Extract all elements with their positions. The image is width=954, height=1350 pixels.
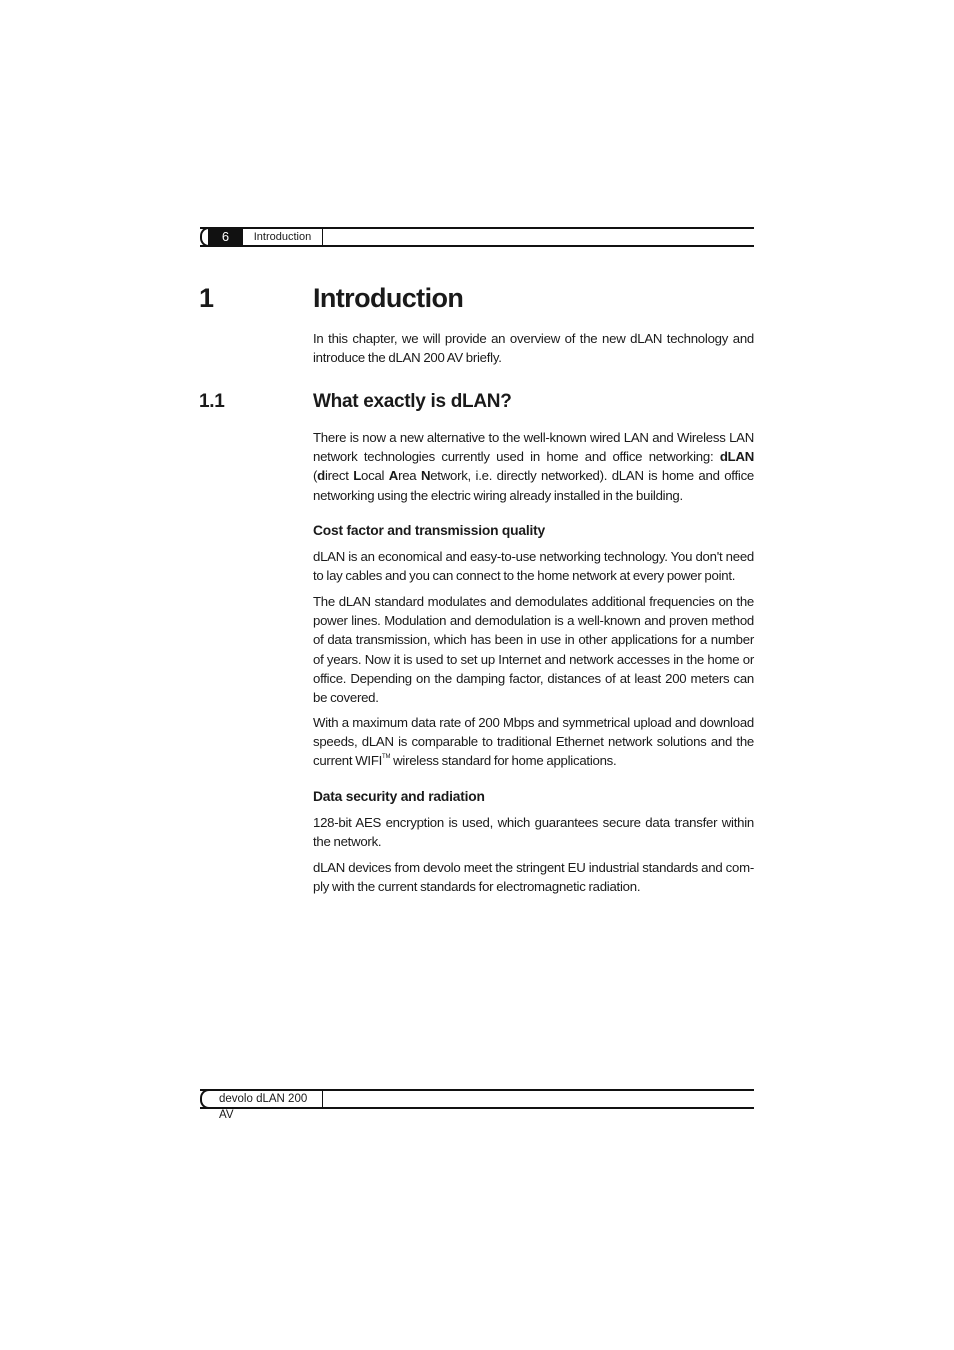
text: wireless standard for home applications. <box>390 753 617 769</box>
acronym-letter: N <box>420 468 431 484</box>
product-name: devolo dLAN 200 AV <box>210 1091 323 1107</box>
text: With a maximum data rate of 200 Mbps and symmetrical upload and download speeds, dLAN is comparable to traditional Ethernet network solutions and the current WIFI <box>313 715 754 769</box>
page-footer <box>200 1089 754 1121</box>
text: rea <box>398 468 421 484</box>
section-title: What exactly is dLAN? <box>313 391 512 412</box>
chapter-title: Introduction <box>313 283 464 313</box>
paragraph-dlan-definition <box>313 428 754 505</box>
paragraph-economical: dLAN is an economical and easy-to-use networking technology. You don't need to lay cables and you can connect to the home network at every power point. <box>313 549 754 584</box>
text: etwork, i.e. directly networked). dLAN is home and office networking using the electric wiring already installed in the building. <box>313 468 755 503</box>
page-number: 6 <box>208 227 243 247</box>
paragraph-encryption: 128-bit AES encryption is used, which guarantees secure data transfer within the network. <box>313 815 754 850</box>
chapter-number: 1 <box>199 283 214 313</box>
acronym-letter: d <box>317 468 325 484</box>
text: ( <box>313 468 318 484</box>
text: ocal <box>361 468 389 484</box>
running-section-title: Introduction <box>243 229 323 245</box>
paragraph-eu-standards: dLAN devices from devolo meet the stringent EU industrial standards and com-ply with the current standards for electromagnetic radiation. <box>313 860 754 895</box>
chapter-intro: In this chapter, we will provide an overview of the new dLAN technology and introduce the dLAN 200 AV briefly. <box>313 331 754 366</box>
page-header <box>200 227 754 247</box>
text: irect <box>324 468 354 484</box>
subheading-cost-factor: Cost factor and transmission quality <box>313 523 545 538</box>
paragraph-modulation: The dLAN standard modulates and demodulates additional frequencies on the power lines. Modulation and demodulation is a well-known and proven method of data transmission, which has been in use in other applications for a number of years. Now it is used to set up Internet and network accesses in the home or office. Depending on the damping factor, distances of at least 200 meters can be covered. <box>313 594 754 706</box>
footer-cap <box>200 1089 210 1109</box>
dlan-term: dLAN <box>719 449 754 465</box>
paragraph-data-rate <box>313 713 754 771</box>
acronym-letter: A <box>388 468 399 484</box>
section-number: 1.1 <box>199 391 225 412</box>
acronym-letter: L <box>353 468 362 484</box>
subheading-data-security: Data security and radiation <box>313 789 485 804</box>
text: There is now a new alternative to the well-known wired LAN and Wireless LAN network technologies currently used in home and office networking: <box>313 430 754 465</box>
trademark-mark: TM <box>382 754 391 761</box>
